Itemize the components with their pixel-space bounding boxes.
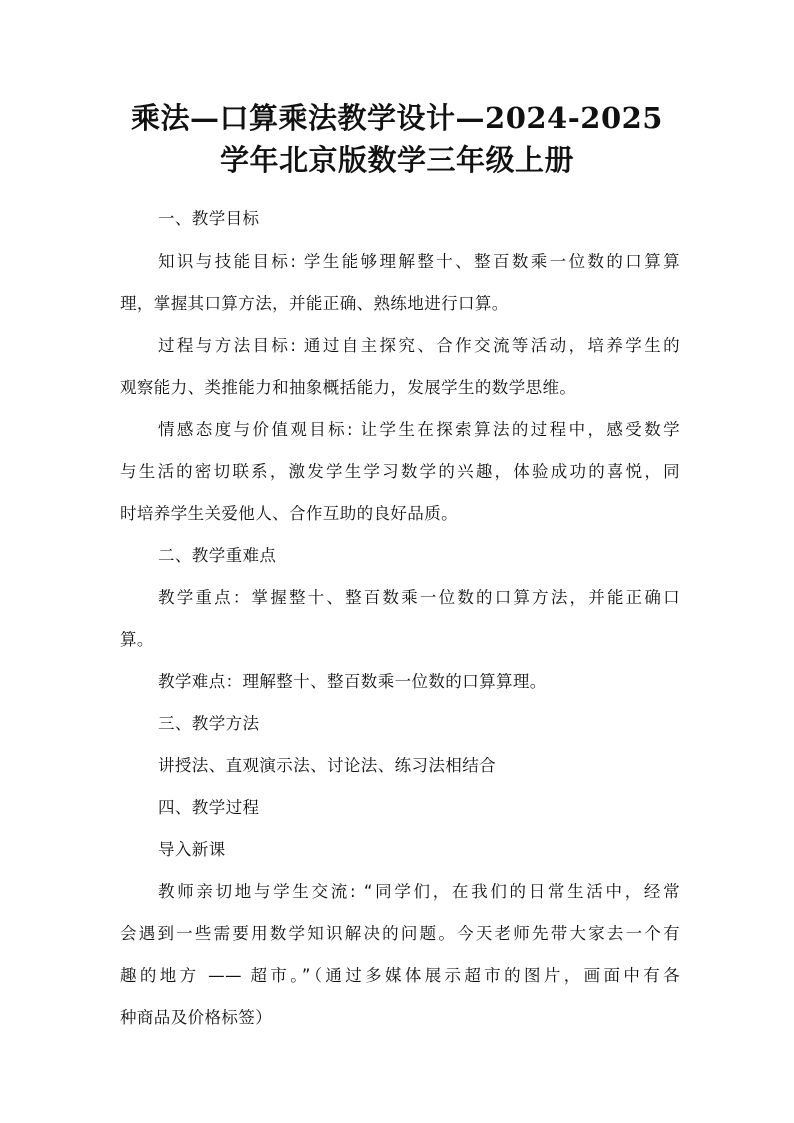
paragraph-line: 时培养学生关爱他人、合作互助的良好品质。 — [120, 504, 458, 523]
paragraph-line: 算。 — [120, 630, 154, 649]
paragraph-line: 教师亲切地与学生交流: “同学们，在我们的日常生活中，经常 — [158, 882, 680, 901]
paragraph-line: 教学难点：理解整十、整百数乘一位数的口算算理。 — [158, 672, 547, 691]
section-heading-process: 四、教学过程 — [158, 798, 260, 817]
section-heading-key-points: 二、教学重难点 — [158, 546, 277, 565]
paragraph-line: 知识与技能目标: 学生能够理解整十、整百数乘一位数的口算算 — [158, 252, 680, 271]
section-heading-methods: 三、教学方法 — [158, 714, 260, 733]
paragraph-line: 理，掌握其口算方法，并能正确、熟练地进行口算。 — [120, 294, 509, 313]
paragraph-line: 观察能力、类推能力和抽象概括能力，发展学生的数学思维。 — [120, 378, 577, 397]
paragraph-line: 讲授法、直观演示法、讨论法、练习法相结合 — [158, 756, 496, 775]
paragraph-line: 会遇到一些需要用数学知识解决的问题。今天老师先带大家去一个有 — [120, 924, 680, 943]
paragraph-line: 教学重点：掌握整十、整百数乘一位数的口算方法，并能正确口 — [158, 588, 680, 607]
paragraph-line: 过程与方法目标: 通过自主探究、合作交流等活动，培养学生的 — [158, 336, 680, 355]
paragraph-line: 情感态度与价值观目标: 让学生在探索算法的过程中，感受数学 — [158, 420, 680, 439]
document-title-line-2: 学年北京版数学三年级上册 — [219, 143, 574, 177]
document-title-line-1: 乘法—口算乘法教学设计—2024-2025 — [131, 101, 663, 135]
subsection-heading-intro: 导入新课 — [158, 840, 226, 859]
paragraph-line: 种商品及价格标签） — [120, 1008, 273, 1027]
paragraph-line: 趣的地方 —— 超市。”（通过多媒体展示超市的图片，画面中有各 — [120, 966, 680, 985]
paragraph-line: 与生活的密切联系，激发学生学习数学的兴趣，体验成功的喜悦，同 — [120, 462, 680, 481]
section-heading-objectives: 一、教学目标 — [158, 209, 260, 228]
